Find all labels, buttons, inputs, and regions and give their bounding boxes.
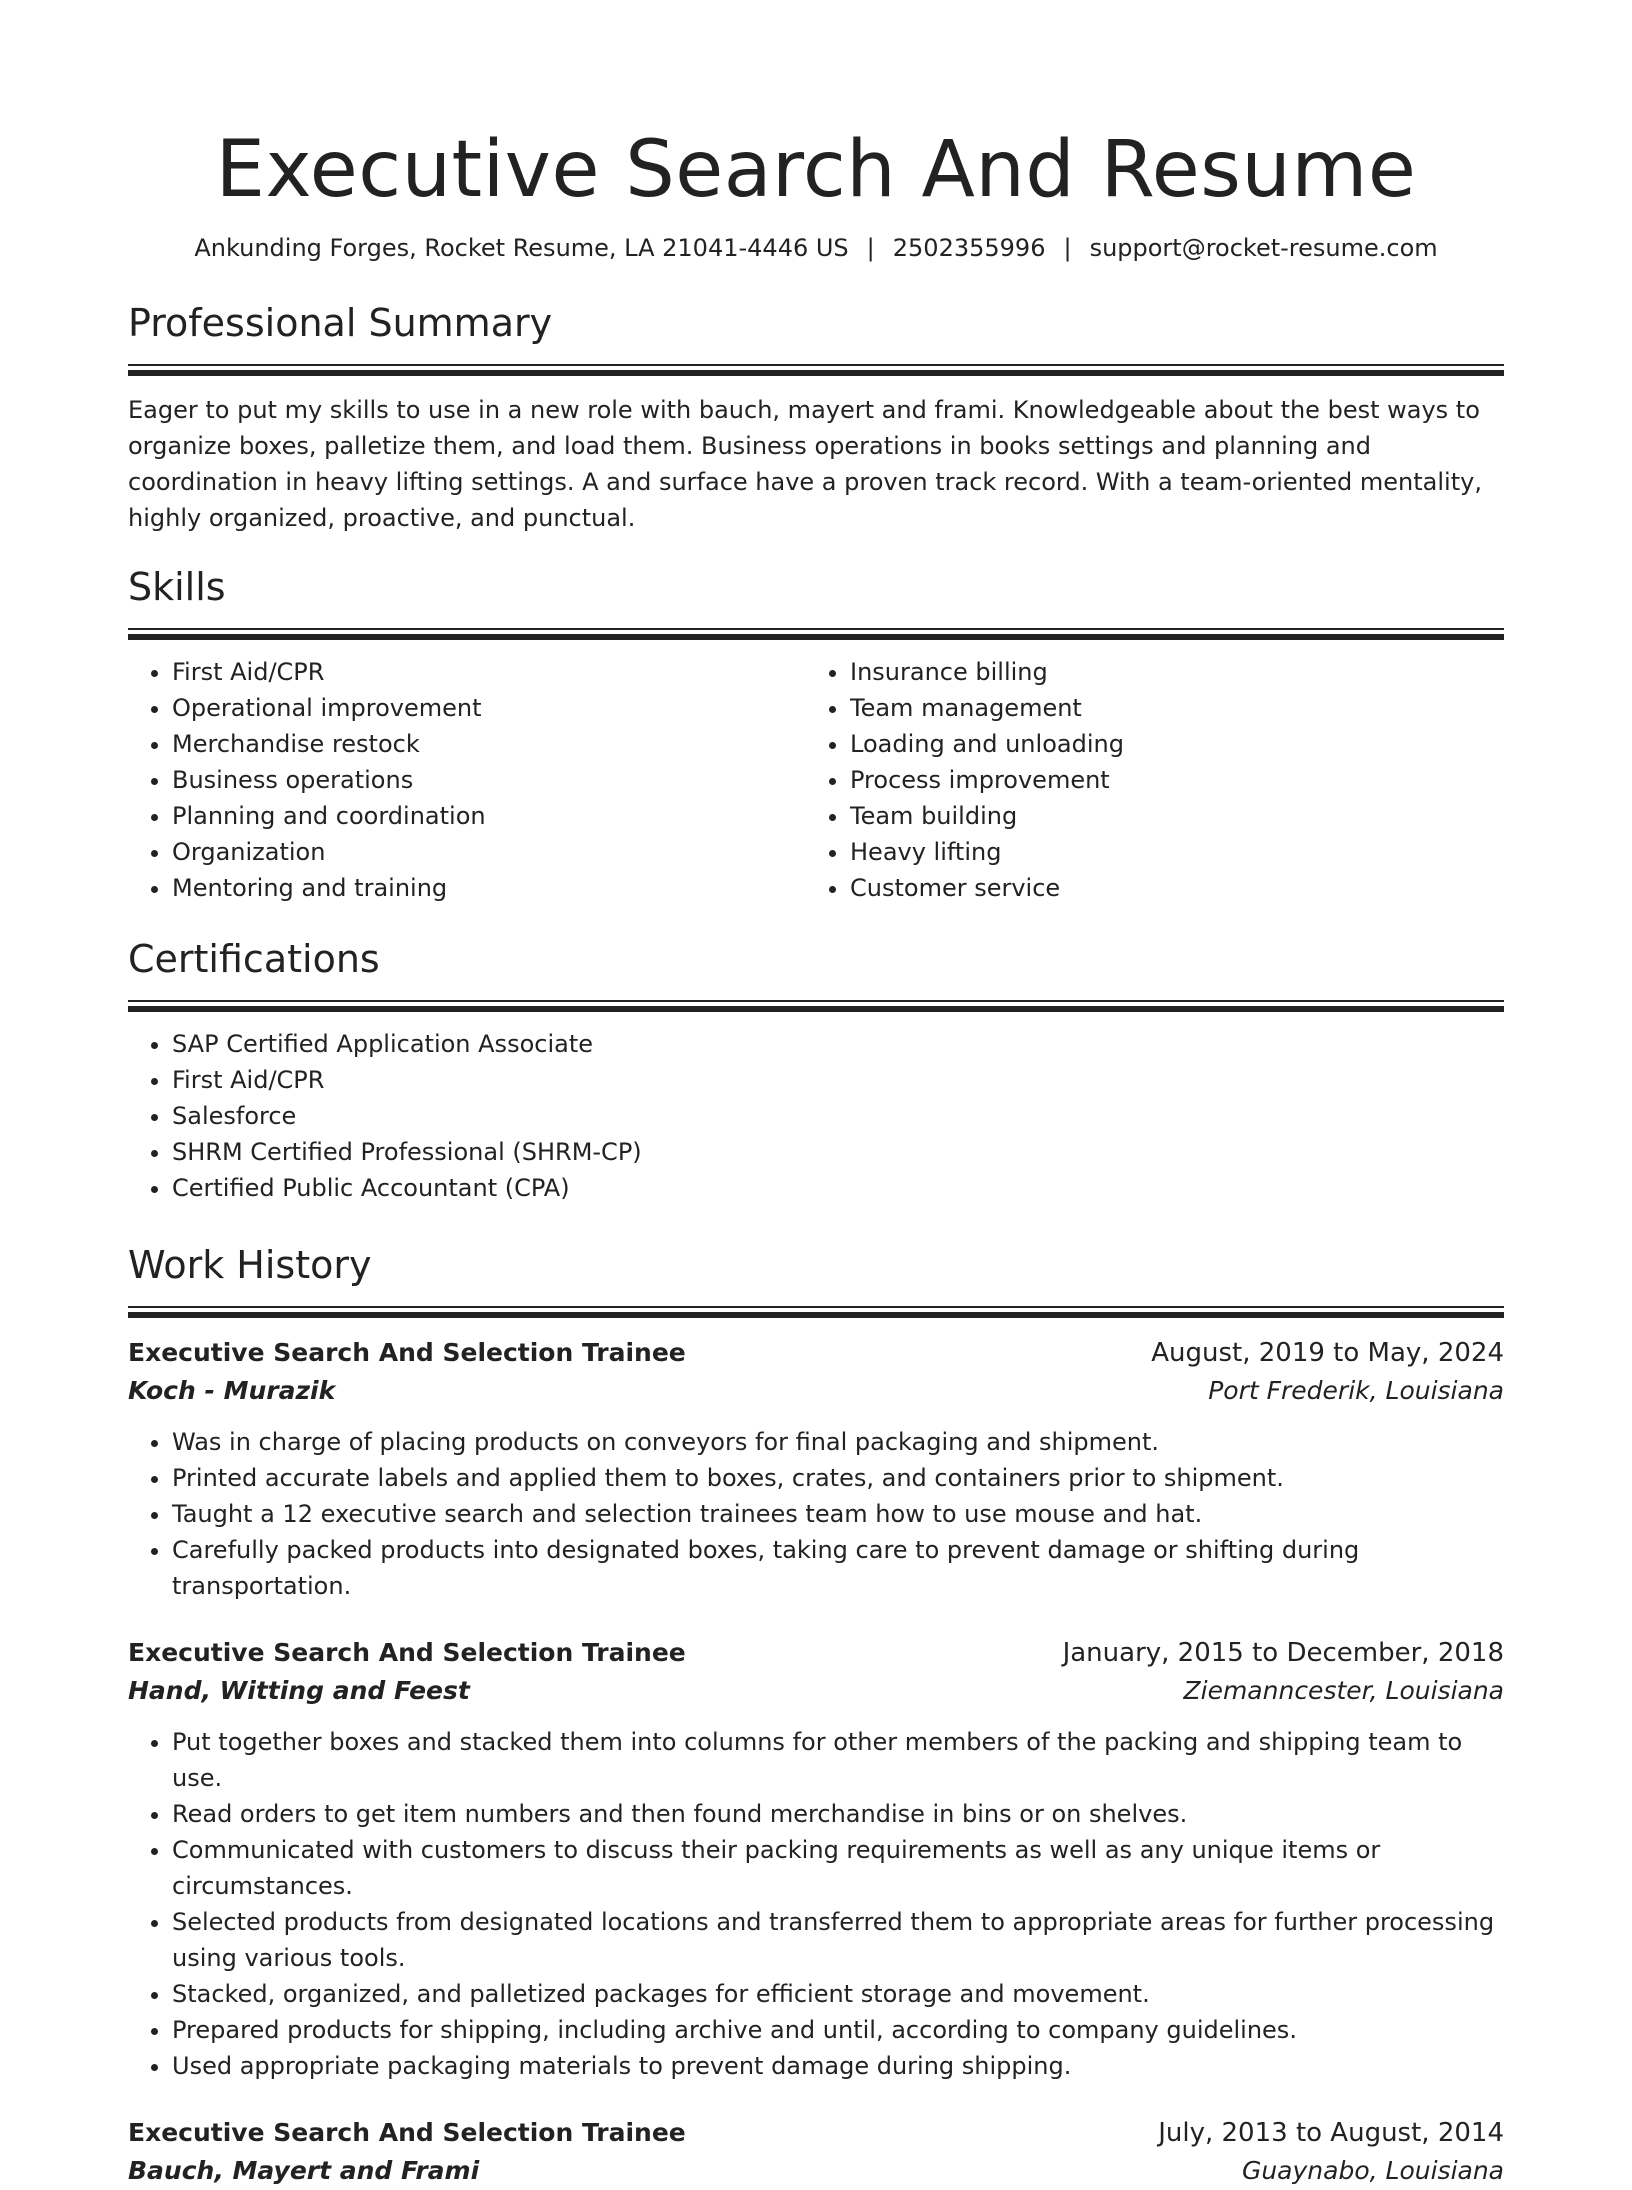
skill-item: • Organization (172, 834, 806, 870)
job-bullet: • Stacked, organized, and palletized packages for efficient storage and movement. (172, 1976, 1504, 2012)
section-divider (128, 1306, 1504, 1318)
skill-item: • Business operations (172, 762, 806, 798)
skill-item: • Heavy lifting (850, 834, 1484, 870)
job-location: Port Frederik, Louisiana (1208, 1376, 1504, 1405)
contact-separator: | (1063, 234, 1072, 262)
job-bullet: • Used appropriate packaging materials to prevent damage during shipping. (172, 2048, 1504, 2084)
job-title: Executive Search And Selection Trainee (128, 1338, 686, 1367)
section-divider (128, 1000, 1504, 1012)
skills-columns (128, 654, 1504, 906)
section-title-work-history: Work History (128, 1243, 372, 1287)
job-header-row (128, 1634, 1504, 1672)
resume-name: Executive Search And Resume (215, 125, 1417, 215)
job-bullet: • Carefully packed products into designated boxes, taking care to prevent damage or shifting during transportation. (172, 1532, 1504, 1604)
contact-separator: | (866, 234, 875, 262)
summary-text: Eager to put my skills to use in a new role with bauch, mayert and frami. Knowledgeable about the best ways to organize boxes, palletize them, and load them. Business operations in books settings and planning and coordination in heavy lifting settings. A and surface have a proven track record. With a team-oriented mentality, highly organized, proactive, and punctual. (128, 396, 1482, 532)
contact-line (128, 232, 1504, 264)
job-subheader-row (128, 1672, 1504, 1710)
contact-email: support@rocket-resume.com (1089, 234, 1438, 262)
job-bullet-list (128, 1724, 1504, 2084)
job-bullet: • Communicated with customers to discuss their packing requirements as well as any unique items or circumstances. (172, 1832, 1504, 1904)
job-bullet: • Printed accurate labels and applied them to boxes, crates, and containers prior to shipment. (172, 1460, 1504, 1496)
job-title: Executive Search And Selection Trainee (128, 1638, 686, 1667)
job-bullet: • Prepared products for shipping, including archive and until, according to company guidelines. (172, 2012, 1504, 2048)
skill-item: • Merchandise restock (172, 726, 806, 762)
job-entry (128, 1634, 1504, 2084)
section-title-skills: Skills (128, 565, 226, 609)
job-bullet: • Taught a 12 executive search and selection trainees team how to use mouse and hat. (172, 1496, 1504, 1532)
job-header-row (128, 1334, 1504, 1372)
skill-item: • Team management (850, 690, 1484, 726)
skill-item: • First Aid/CPR (172, 654, 806, 690)
contact-phone: 2502355996 (892, 234, 1046, 262)
job-bullet: • Read orders to get item numbers and then found merchandise in bins or on shelves. (172, 1796, 1504, 1832)
job-bullet: • Put together boxes and stacked them into columns for other members of the packing and shipping team to use. (172, 1724, 1504, 1796)
job-header-row (128, 2114, 1504, 2152)
skills-section (128, 562, 1504, 906)
skill-item: • Mentoring and training (172, 870, 806, 906)
job-bullet-list (128, 1424, 1504, 1604)
job-company: Hand, Witting and Feest (128, 1676, 470, 1705)
skill-item: • Insurance billing (850, 654, 1484, 690)
resume-page (128, 0, 1504, 2190)
job-company: Koch - Murazik (128, 1376, 336, 1405)
work-history-section (128, 1240, 1504, 2190)
job-dates: August, 2019 to May, 2024 (1151, 1338, 1504, 1368)
job-entry (128, 2114, 1504, 2190)
job-subheader-row (128, 2152, 1504, 2190)
skills-list-left (128, 654, 806, 906)
job-entry (128, 1334, 1504, 1604)
job-dates: July, 2013 to August, 2014 (1158, 2118, 1504, 2148)
certification-item: • First Aid/CPR (172, 1062, 1504, 1098)
certification-item: • SAP Certified Application Associate (172, 1026, 1504, 1062)
job-subheader-row (128, 1372, 1504, 1410)
certification-item: • Certified Public Accountant (CPA) (172, 1170, 1504, 1206)
contact-address: Ankunding Forges, Rocket Resume, LA 21041-4446 US (194, 234, 849, 262)
certifications-section (128, 934, 1504, 1206)
certification-item: • Salesforce (172, 1098, 1504, 1134)
skill-item: • Team building (850, 798, 1484, 834)
skills-list-right (806, 654, 1484, 906)
skill-item: • Planning and coordination (172, 798, 806, 834)
skill-item: • Loading and unloading (850, 726, 1484, 762)
section-title-certifications: Certifications (128, 937, 380, 981)
job-location: Ziemanncester, Louisiana (1183, 1676, 1504, 1705)
skill-item: • Customer service (850, 870, 1484, 906)
section-divider (128, 364, 1504, 376)
job-company: Bauch, Mayert and Frami (128, 2156, 480, 2185)
skills-column-left (128, 654, 806, 906)
job-dates: January, 2015 to December, 2018 (1062, 1638, 1504, 1668)
skills-column-right (806, 654, 1484, 906)
job-title: Executive Search And Selection Trainee (128, 2118, 686, 2147)
section-divider (128, 628, 1504, 640)
summary-section (128, 298, 1504, 536)
skill-item: • Operational improvement (172, 690, 806, 726)
section-title-summary: Professional Summary (128, 301, 553, 345)
job-bullet: • Selected products from designated locations and transferred them to appropriate areas for further processing using various tools. (172, 1904, 1504, 1976)
certifications-list (128, 1026, 1504, 1206)
skill-item: • Process improvement (850, 762, 1484, 798)
job-bullet: • Was in charge of placing products on conveyors for final packaging and shipment. (172, 1424, 1504, 1460)
certification-item: • SHRM Certified Professional (SHRM-CP) (172, 1134, 1504, 1170)
job-location: Guaynabo, Louisiana (1241, 2156, 1504, 2185)
